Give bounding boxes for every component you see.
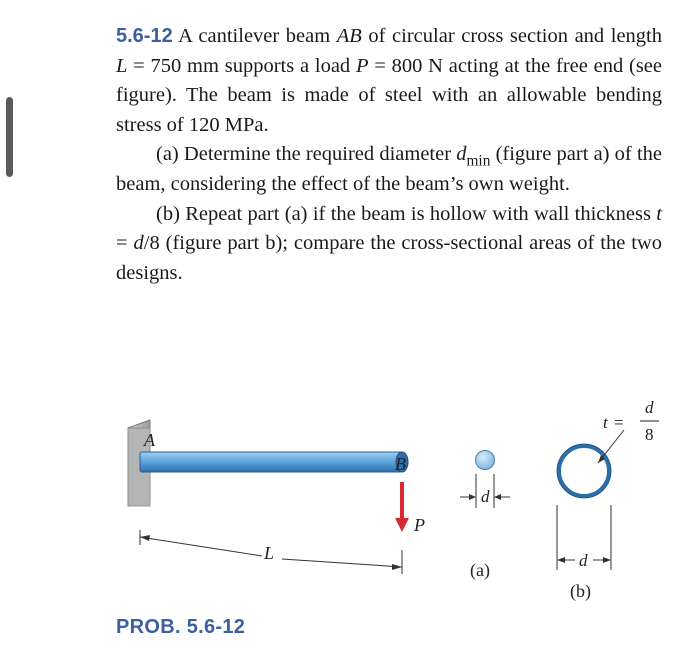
dim-line-L — [140, 537, 262, 556]
label-d-a: d — [481, 487, 490, 506]
label-d-b: d — [579, 551, 588, 570]
problem-paragraph-intro: 5.6-12 A cantilever beam AB of circular cross section and length L = 750 mm supports a load P = 800 N acting at the free end (see figure). The beam is made of steel with an allowable bending stress of 120 MPa. — [116, 25, 663, 136]
problem-part-b: (b) Repeat part (a) if the beam is hollow with wall thickness t = d/8 (figure part b); compare the cross-sectional areas of the two designs. — [116, 202, 662, 284]
problem-number: 5.6-12 — [116, 25, 173, 47]
load-arrow-head — [395, 518, 409, 532]
frac-numerator: d — [645, 398, 654, 417]
solid-section — [476, 451, 495, 470]
dim-line-L-right — [282, 559, 402, 567]
b-dim-head-left — [557, 557, 565, 563]
label-P: P — [414, 515, 425, 535]
problem-part-a: (a) Determine the required diameter $d_{min}$ (figure part a) of the beam, considering the effect of the beam’s own weight. — [116, 143, 662, 195]
prob-label: PROB. 5.6-12 — [116, 616, 246, 638]
a-arrowhead-right — [494, 494, 501, 500]
label-A: A — [144, 430, 155, 450]
beam — [140, 452, 402, 472]
b-dim-head-right — [603, 557, 611, 563]
caption-b: (b) — [570, 581, 591, 601]
label-L: L — [264, 543, 275, 563]
label-eq: = — [614, 413, 624, 432]
hollow-section — [559, 446, 609, 496]
label-B: B — [395, 454, 406, 474]
a-arrowhead-left — [469, 494, 476, 500]
dim-arrow-right — [392, 564, 402, 570]
label-t: t — [603, 413, 608, 432]
dim-arrow-left — [140, 535, 150, 541]
caption-a: (a) — [470, 560, 490, 580]
frac-denominator: 8 — [645, 425, 654, 444]
